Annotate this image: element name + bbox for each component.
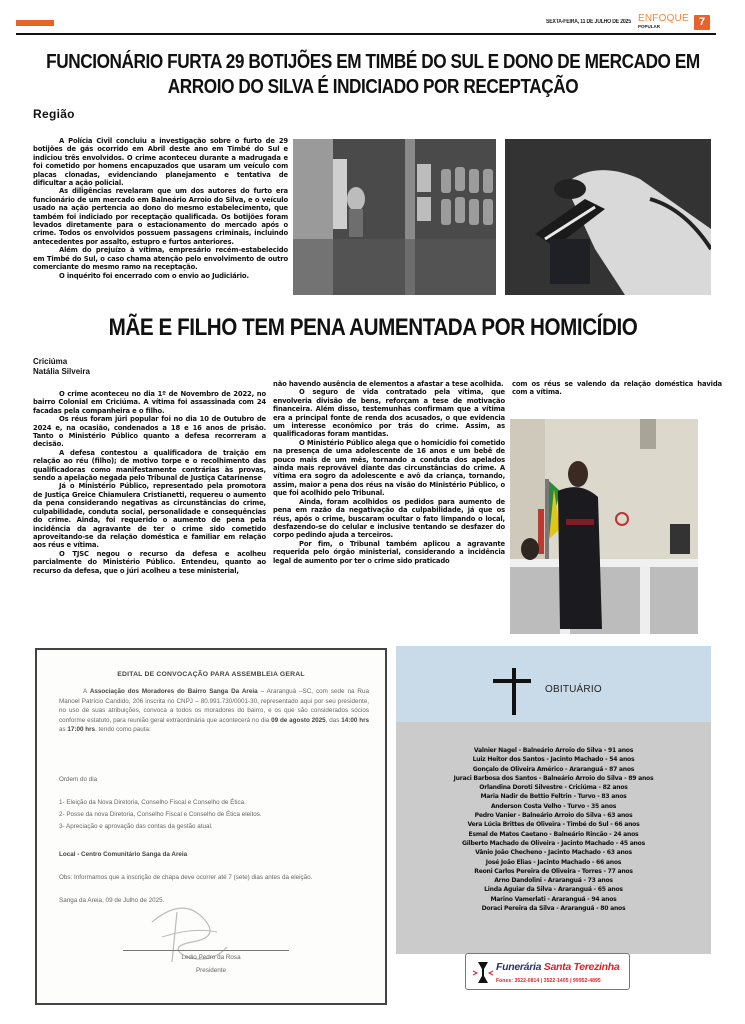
obituary-list — [396, 722, 711, 954]
edital-text: , das — [325, 716, 342, 724]
article2-location: Criciúma — [33, 357, 68, 366]
obituary-entry: Arno Dandolini - Araranguá - 73 anos — [494, 877, 613, 885]
obituary-entry: Juraci Barbosa dos Santos - Balneário Arroio do Silva - 89 anos — [453, 774, 654, 782]
edital-agenda-label: Ordem do dia — [59, 776, 98, 783]
article2-paragraph: A defesa contestou a qualificadora de traição em relação ao réu (filho); de motivo torpe e o recolhimento das qualificadoras como manifestamente contrárias às provas, sendo a apelação negada pelo Tribunal de Justiça Catarinense — [33, 448, 266, 483]
obituary-entry: Vera Lúcia Brittes de Oliveira - Timbé do Sul - 66 anos — [467, 821, 640, 829]
article2-paragraph: Por fim, o Tribunal também aplicou a agravante requerida pelo órgão ministerial, considerando a incidência legal de aumento por ter o crime sido praticado — [273, 539, 505, 565]
article2-paragraph: Já o Ministério Público, representado pela promotora de Justiça Greice Chiamulera Cristianetti, requereu o aumento da pena considerando negativas as circunstâncias do crime, culpabilidade, conduta social, personalidade e consequências do crime. Ainda, foi requerido o aumento de pena pela incidência da agravante de ter o crime sido cometido aproveitando-se da relação doméstica e familiar em relação aos réus e vítima. — [33, 482, 266, 550]
signature-line — [123, 950, 289, 951]
article2-headline: MÃE E FILHO TEM PENA AUMENTADA POR HOMICÍDIO — [108, 314, 638, 341]
newspaper-logo — [638, 14, 689, 30]
article1-paragraph: O inquérito foi encerrado com o envio ao Judiciário. — [59, 271, 249, 280]
edital-association: Associação dos Moradores do Bairro Sanga Da Areia — [89, 688, 258, 695]
article1-paragraph: As diligências revelaram que um dos autores do furto era funcionário de um mercado em Balneário Arroio do Silva, e o veículo usado na ação pertencia ao dono do mesmo estabelecimento, que também foi indiciado por receptação qualificada. Os botijões foram levados diretamente para o estacionamento do mercado após o crime. Todos os envolvidos possuem passagens criminais, incluindo antecedentes por assalto, estupro e furtos anteriores. — [33, 187, 288, 246]
courtroom-photo — [510, 419, 698, 634]
page-number: 7 — [694, 15, 710, 30]
article2-paragraph: não havendo ausência de elementos a afastar a tese acolhida. — [273, 380, 504, 388]
edital-title: EDITAL DE CONVOCAÇÃO PARA ASSEMBLEIA GERAL — [117, 671, 305, 678]
edital-text: . tendo como pauta: — [95, 726, 151, 734]
funeral-home-logo-icon — [472, 959, 494, 986]
article1-paragraph: A Polícia Civil concluiu a investigação sobre o furto de 29 botijões de gás ocorrido em Abril deste ano em Timbé do Sul e indiciou três envolvidos. O crime aconteceu durante a madrugada e foi cometido por homens encapuzados que usaram um veículo com placas clonadas, evidenciando planejamento e tentativa de dificultar a ação policial. — [33, 137, 288, 188]
article2-paragraph: O TJSC negou o recurso da defesa e acolheu parcialmente do Ministério Público. Entendeu, quanto ao recurso da defesa, que o júri acolheu a tese ministerial, — [33, 549, 266, 575]
cctv-photo-car-trunk — [505, 139, 711, 295]
obituary-entry: Orlandina Doroti Silvestre - Criciúma - 82 anos — [479, 784, 628, 792]
cctv-photo-warehouse — [293, 139, 496, 295]
ad-name-second: Santa Terezinha — [543, 961, 620, 973]
edital-agenda — [59, 798, 262, 834]
obituary-header — [396, 646, 711, 722]
article2-column-3 — [512, 380, 722, 397]
edital-notice — [35, 648, 387, 1005]
obituary-entry: Reoni Carlos Pereira de Oliveira - Torres - 77 anos — [474, 867, 633, 875]
edital-place-date: Sanga da Areia, 09 de Julho de 2025. — [59, 897, 165, 904]
obituary-entry: José João Elias - Jacinto Machado - 66 anos — [485, 858, 622, 866]
header-accent-bar — [16, 20, 54, 26]
article1-headline: FUNCIONÁRIO FURTA 29 BOTIJÕES EM TIMBÉ DO SUL E DONO DE MERCADO EM ARROIO DO SILVA É INDICIADO POR RECEPTAÇÃO — [46, 51, 700, 98]
obituary-entry: Esmal de Matos Caetano - Balneário Rincão - 24 anos — [468, 830, 639, 838]
edital-text: as — [59, 726, 68, 734]
article2-paragraph: Os réus foram júri popular foi no dia 10 de Outubro de 2024 e, na ocasião, condenados a 18 e 16 anos de prisão. Tanto o Ministério Público quanto a defesa recorreram a decisão. — [33, 415, 266, 449]
article2-paragraph: O crime aconteceu no dia 1º de Novembro de 2022, no bairro Colonial em Criciúma. A vítima foi assassinada com 24 facadas pela companheira e o filho. — [33, 390, 266, 415]
funeral-home-phones: Fones: 3522-0814 | 3522-1405 | 99952-4895 — [496, 978, 601, 984]
agenda-item: 2- Posse da nova Diretoria, Conselho Fiscal e Conselho de Ética eleitos. — [59, 811, 262, 819]
obituary-entry: Gonçalo de Oliveira Américo - Araranguá - 87 anos — [472, 765, 635, 773]
article2-paragraph: com os réus se valendo da relação doméstica havida com a vítima. — [512, 380, 722, 397]
obituary-entry: Maria Nadir de Bettio Feltrin - Turvo - 83 anos — [480, 793, 627, 801]
edital-location: Local - Centro Comunitário Sanga da Areia — [59, 851, 188, 858]
ad-name-first: Funerária — [496, 961, 542, 973]
article2-paragraph: Ainda, foram acolhidos os pedidos para aumento de pena em razão da negativação da culpabilidade, já que os réus, após o crime, buscaram ocultar o fato limpando o local, desfazendo-se do celular e inclusive tentando se desfazer do corpo pedindo ajuda a terceiros. — [273, 497, 505, 540]
obituary-entry: Vânio João Checheno - Jacinto Machado - 63 anos — [475, 849, 632, 857]
article1-paragraph: Além do prejuízo à vítima, empresário recém-estabelecido em Timbé do Sul, o caso chama atenção pelo envolvimento de outro comerciante do mesmo ramo na receptação. — [33, 246, 288, 272]
article2-column-2 — [273, 380, 505, 565]
article2-author: Natália Silveira — [33, 367, 90, 376]
article1-kicker: Região — [33, 107, 75, 121]
edital-time-start: 14:00 hrs — [341, 716, 370, 724]
signer-name: Ledio Pedro da Rosa — [181, 954, 241, 961]
obituary-entry: Valnier Nagel - Balneário Arroio do Silva - 91 anos — [473, 747, 634, 754]
funeral-home-ad — [465, 953, 630, 990]
edital-text: A — [83, 688, 90, 695]
edital-time-end: 17:00 hrs — [67, 726, 96, 734]
obituary-title: OBITUÁRIO — [545, 684, 602, 695]
obituary-entry: Gilberto Machado de Oliveira - Jacinto Machado - 45 anos — [462, 839, 645, 847]
agenda-item: 1- Eleição da Nova Diretoria, Conselho Fiscal e Conselho de Ética. — [59, 799, 246, 806]
edital-body — [59, 687, 369, 735]
cross-icon-bar — [493, 679, 531, 683]
edital-note: Obs: Informamos que a inscrição de chapa deve ocorrer até 7 (sete) dias antes da eleição. — [59, 874, 313, 881]
obituary-entry: Marino Vamerlati - Araranguá - 94 anos — [490, 895, 617, 903]
issue-date: SEXTA-FEIRA, 11 DE JULHO DE 2025 — [546, 19, 631, 25]
cross-icon — [512, 668, 516, 715]
article2-column-1 — [33, 390, 266, 575]
funeral-home-name — [496, 961, 619, 973]
edital-text: – Araranguá –SC, com sede na Rua Manoel Patrício Candido, 206 inscrita no CNPJ – 80.991.730/0001-30, representado aqui por seu presidente, no uso de suas atribuições, convoca a todos os moradores do bairro, e os que são considerados sócios conforme estatuto, para reunião geral extraordinária que acontecerá no dia — [59, 688, 369, 724]
obituary-entries — [396, 746, 711, 913]
article1-body — [33, 137, 288, 280]
obituary-entry: Anderson Costa Velho - Turvo - 35 anos — [490, 802, 617, 810]
obituary-entry: Doraci Pereira da Silva - Araranguá - 80 anos — [481, 905, 626, 913]
obituary-entry: Pedro Vanier - Balneário Arroio do Silva - 63 anos — [474, 812, 633, 820]
signer-role: Presidente — [195, 967, 227, 974]
agenda-item: 3- Apreciação e aprovação das contas da gestão atual. — [59, 823, 213, 831]
brand-name: ENFOQUE — [638, 13, 689, 24]
edital-meeting-date: 09 de agosto 2025 — [271, 716, 326, 724]
article2-byline — [33, 357, 90, 377]
article2-paragraph: O seguro de vida contratado pela vítima, que envolveria divisão de bens, reforçam a tese de motivação financeira. Além disso, testemunhas confirmam que a vítima era a principal fonte de renda dos acusados, o que evidencia um interesse econômico por trás do crime. Assim, as qualificadoras foram mantidas. — [273, 388, 505, 439]
article2-paragraph: O Ministério Público alega que o homicídio foi cometido na presença de uma adolescente de 16 anos e um bebê de pouco mais de um mês, tornando a conduta dos apelados ainda mais reprovável diante das circunstâncias do crime. A vítima era sogro da adolescente e avô da criança, tornando, assim, maior a pena dos réus na visão do Ministério Público, o que foi acolhido pelo Tribunal. — [273, 438, 505, 498]
obituary-entry: Linda Aguiar da Silva - Araranguá - 65 anos — [484, 886, 623, 894]
brand-subtitle: POPULAR — [638, 24, 661, 29]
header-divider — [16, 33, 716, 35]
obituary-entry: Luiz Heitor dos Santos - Jacinto Machado - 54 anos — [472, 756, 635, 764]
